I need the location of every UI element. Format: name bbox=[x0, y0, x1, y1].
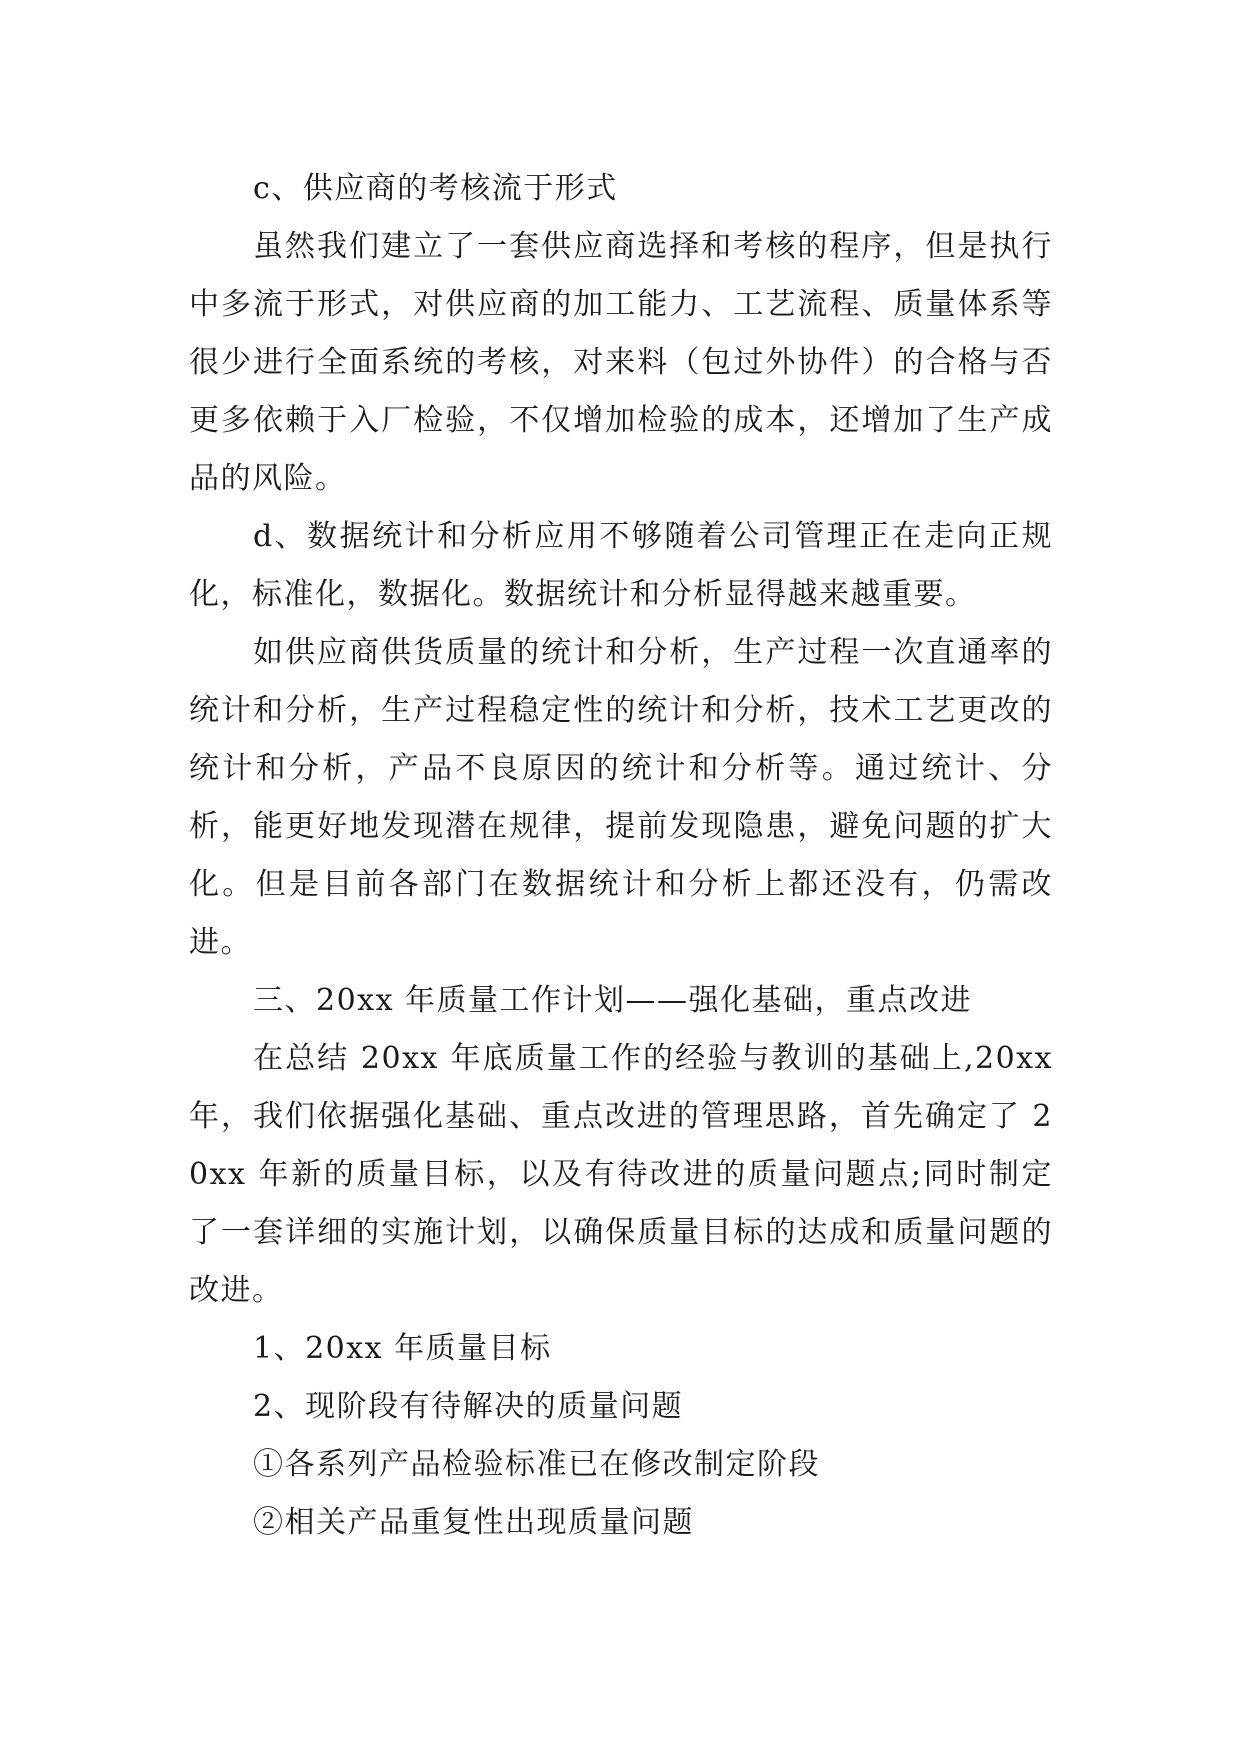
section-heading-quality-plan: 三、20xx 年质量工作计划——强化基础，重点改进 bbox=[253, 983, 973, 1018]
subheading-supplier-assessment: c、供应商的考核流于形式 bbox=[253, 171, 618, 206]
list-item-inspection-standards: ①各系列产品检验标准已在修改制定阶段 bbox=[253, 1447, 820, 1482]
list-item-repeated-issues: ②相关产品重复性出现质量问题 bbox=[253, 1505, 694, 1540]
paragraph-quality-plan-summary: 在总结 20xx 年底质量工作的经验与教训的基础上,20xx 年，我们依据强化基础、重点改进的管理思路，首先确定了 20xx 年新的质量目标，以及有待改进的质量问题点;同时制定了一套详细的实施计划，以确保质量目标的达成和质量问题的改进。 bbox=[189, 1041, 1053, 1308]
paragraph-data-statistics: d、数据统计和分析应用不够随着公司管理正在走向正规化，标准化，数据化。数据统计和分析显得越来越重要。 bbox=[189, 519, 1053, 612]
paragraph-statistics-examples: 如供应商供货质量的统计和分析，生产过程一次直通率的统计和分析，生产过程稳定性的统计和分析，技术工艺更改的统计和分析，产品不良原因的统计和分析等。通过统计、分析，能更好地发现潜在规律，提前发现隐患，避免问题的扩大化。但是目前各部门在数据统计和分析上都还没有，仍需改进。 bbox=[189, 635, 1053, 960]
document-body bbox=[189, 160, 1053, 1552]
list-item-quality-target: 1、20xx 年质量目标 bbox=[253, 1331, 552, 1366]
list-item-quality-issues: 2、现阶段有待解决的质量问题 bbox=[253, 1389, 684, 1424]
paragraph-supplier-assessment: 虽然我们建立了一套供应商选择和考核的程序，但是执行中多流于形式，对供应商的加工能力、工艺流程、质量体系等很少进行全面系统的考核，对来料（包过外协件）的合格与否更多依赖于入厂检验，不仅增加检验的成本，还增加了生产成品的风险。 bbox=[189, 229, 1053, 496]
